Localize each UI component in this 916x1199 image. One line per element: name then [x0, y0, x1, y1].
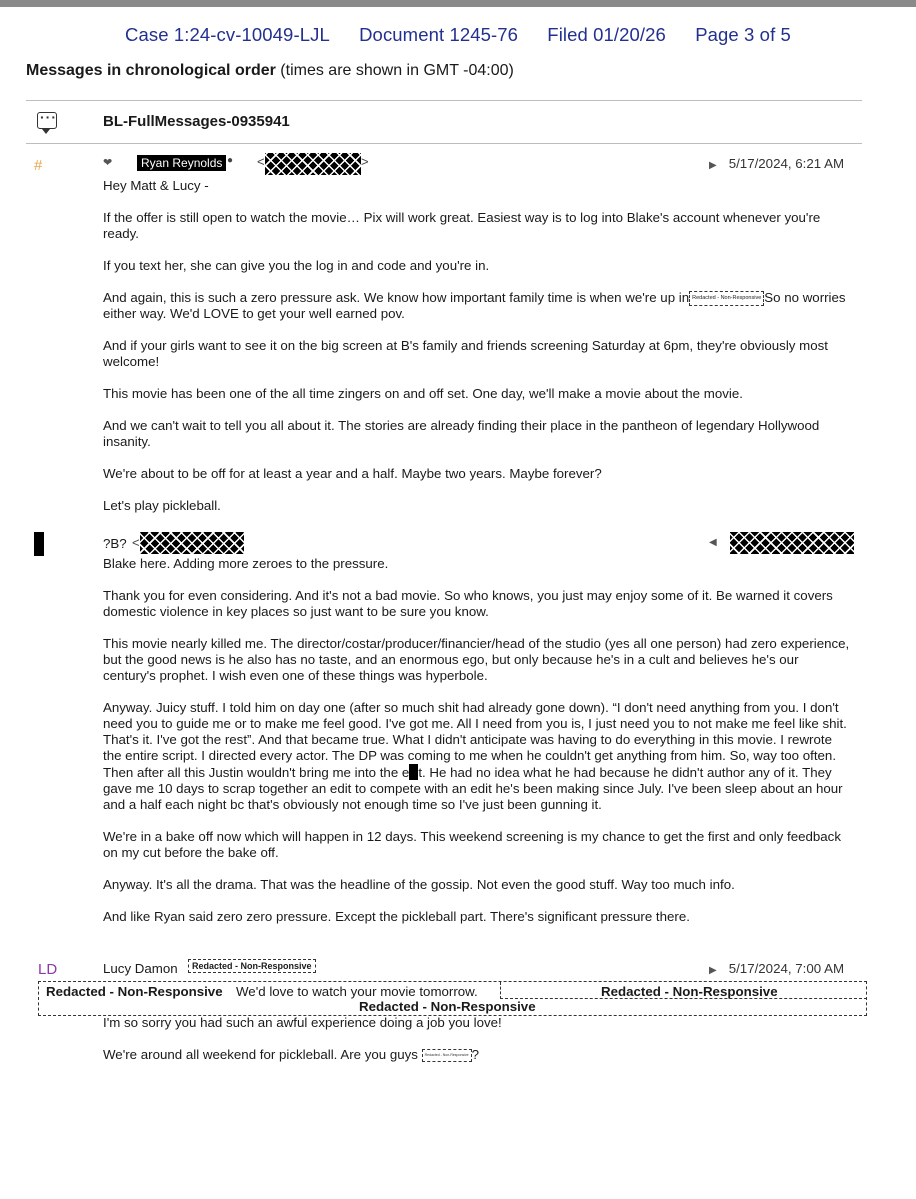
conversation-title: BL-FullMessages-0935941: [103, 113, 290, 130]
message-timestamp: [709, 156, 844, 171]
message-paragraph: We're about to be off for at least a year and a half. Maybe two years. Maybe forever?: [103, 466, 602, 481]
case-number: Case 1:24-cv-10049-LJL: [125, 24, 330, 45]
paragraph-text: And again, this is such a zero pressure ask. We know how important family time is when we're up in: [103, 290, 690, 305]
message-paragraph: If the offer is still open to watch the movie… Pix will work great. Easiest way is to log into Blake's account whenever you're ready.: [103, 210, 821, 241]
inline-redaction: Redacted - Non-Responsive: [422, 1049, 472, 1062]
message-paragraph: [103, 1047, 853, 1063]
page-title-bold: Messages in chronological order: [26, 62, 276, 79]
redaction-scribble: [265, 153, 361, 175]
sender-name: Lucy Damon: [103, 961, 178, 976]
message-paragraph: [103, 700, 853, 813]
avatar: LD: [38, 961, 58, 978]
message-body: [103, 178, 853, 530]
redaction-mark: [409, 764, 418, 780]
message-paragraph: [103, 290, 853, 322]
message-timestamp: [709, 961, 844, 976]
play-icon: ▶: [709, 160, 717, 171]
chevron-left-icon: <: [132, 535, 140, 550]
message-paragraph: And if your girls want to see it on the big screen at B's family and friends screening Saturday at 6pm, they're obviously most welcome!: [103, 338, 828, 369]
avatar-redacted: [34, 532, 44, 556]
heart-icon: ❤: [103, 157, 113, 169]
divider: [26, 100, 862, 101]
message-paragraph: Let's play pickleball.: [103, 498, 221, 513]
sender-redaction: Redacted - Non-Responsive: [188, 959, 316, 973]
filed-date: Filed 01/20/26: [547, 24, 666, 45]
page-number: Page 3 of 5: [695, 24, 791, 45]
chat-bubble-icon: [37, 112, 57, 129]
divider: [26, 143, 862, 144]
message-body: [103, 1015, 853, 1079]
inline-redaction: Redacted - Non-Responsive: [689, 291, 764, 306]
message-paragraph: Blake here. Adding more zeroes to the pressure.: [103, 556, 389, 571]
redaction-label-left: Redacted - Non-Responsive: [46, 984, 223, 999]
play-icon: ▶: [709, 965, 717, 976]
document-number: Document 1245-76: [359, 24, 519, 45]
timestamp-text: 5/17/2024, 7:00 AM: [728, 961, 845, 976]
court-filing-header: [0, 24, 916, 46]
message-paragraph: Anyway. It's all the drama. That was the headline of the gossip. Not even the good stuff. Way too much info.: [103, 877, 735, 892]
chevron-right-icon: >: [361, 154, 369, 169]
redaction-band: [38, 981, 867, 1016]
sender-name: ?B?: [103, 536, 127, 551]
paragraph-text: We're around all weekend for pickleball. Are you guys: [103, 1047, 418, 1062]
message-paragraph: Hey Matt & Lucy -: [103, 178, 209, 193]
visible-message-text: We'd love to watch your movie tomorrow.: [236, 984, 478, 999]
paragraph-text: Anyway. Juicy stuff. I told him on day one (after so much shit had already gone down). “I don't need anything from you. I don't need you to guide me or to make me feel good. I've got me. All I need from you is, I just need you to not make me feel like shit. That's it. I've got the rest”. And that became true. What I didn't anticipate was having to do everything in this movie. I rewrote the entire script. I directed every actor. The DP was coming to me when he couldn't get anything from him. So, way too often. Then after all this Justin wouldn't bring me into the e: [103, 700, 847, 780]
redaction-label-right: Redacted - Non-Responsive: [601, 984, 778, 999]
redaction-scribble: [140, 532, 244, 554]
message-paragraph: And like Ryan said zero zero pressure. Except the pickleball part. There's significant pressure there.: [103, 909, 690, 924]
paragraph-text: ?: [471, 1047, 480, 1062]
message-paragraph: Thank you for even considering. And it's not a bad movie. So who knows, you just may enjoy some of it. Be warned it covers domestic violence in key places so just want to be sure you know.: [103, 588, 833, 619]
sender-name: Ryan Reynolds: [137, 155, 226, 171]
paragraph-text: t. He had no idea what he had because he didn't author any of it. They gave me 10 days to scrap together an edit to compete with an edit he's been making since July. I've been sleep about an hour and a half each night bc that's obviously not enough time so I've just been gunning it.: [103, 765, 843, 812]
message-body: [103, 556, 853, 941]
page-title-suffix: (times are shown in GMT -04:00): [275, 62, 514, 79]
chevron-left-icon: <: [257, 154, 265, 169]
redaction-scribble: [730, 532, 854, 554]
redaction-label-second-line: Redacted - Non-Responsive: [359, 999, 536, 1014]
page-title: [26, 62, 514, 80]
paragraph-text: So no worries either way. We'd LOVE to get your well earned pov.: [103, 290, 846, 321]
top-edge-bar: [0, 0, 916, 7]
bracket-left-icon: ●: [227, 155, 234, 166]
message-paragraph: This movie has been one of the all time zingers on and off set. One day, we'll make a movie about the movie.: [103, 386, 743, 401]
message-paragraph: If you text her, she can give you the log in and code and you're in.: [103, 258, 490, 273]
message-paragraph: We're in a bake off now which will happen in 12 days. This weekend screening is my chance to get the first and only feedback on my cut before the bake off.: [103, 829, 841, 860]
avatar: #: [34, 157, 43, 174]
timestamp-text: 5/17/2024, 6:21 AM: [728, 156, 845, 171]
message-paragraph: This movie nearly killed me. The director/costar/producer/financier/head of the studio (yes all one person) had zero experience, but the good news is he also has no taste, and an enormous ego, but only because he's in a cult and believes he's our century's prophet. I wish even one of these things was hyperbole.: [103, 636, 850, 683]
message-paragraph: I'm so sorry you had such an awful experience doing a job you love!: [103, 1015, 502, 1030]
message-paragraph: And we can't wait to tell you all about it. The stories are already finding their place in the pantheon of legendary Hollywood insanity.: [103, 418, 820, 449]
reply-arrow-icon: ◀: [709, 537, 717, 548]
